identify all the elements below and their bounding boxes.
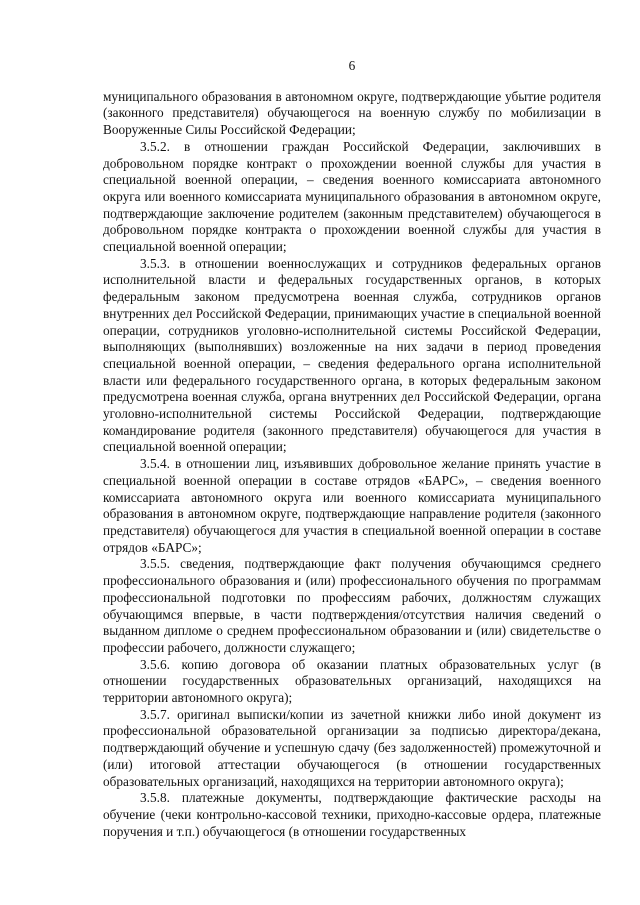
paragraph-3-5-4: 3.5.4. в отношении лиц, изъявивших добровольное желание принять участие в специальной военной операции в составе отрядов «БАРС», – сведения военного комиссариата автономного округа или военного комиссариата муниципального образования в автономном округе, подтверждающие направление родителя (законного представителя) обучающегося для участия в специальной военной операции в составе отрядов «БАРС»; xyxy=(103,456,601,555)
paragraph-3-5-2: 3.5.2. в отношении граждан Российской Федерации, заключивших в добровольном порядке контракт о прохождении военной службы для участия в специальной военной операции, – сведения военного комиссариата автономного округа или военного комиссариата муниципального образования в автономном округе, подтверждающие заключение родителем (законным представителем) обучающегося в добровольном порядке контракта о прохождении военной службы для участия в специальной военной операции; xyxy=(103,138,601,255)
paragraph-3-5-3: 3.5.3. в отношении военнослужащих и сотрудников федеральных органов исполнительной власти и федеральных государственных органов, в которых федеральным законом предусмотрена военная служба, сотрудников органов внутренних дел Российской Федерации, принимающих участие в специальной военной операции, сотрудников уголовно-исполнительной системы Российской Федерации, выполняющих (выполнявших) возложенные на них задачи в период проведения специальной военной операции, – сведения федерального органа исполнительной власти или федерального государственного органа, в которых федеральным законом предусмотрена военная служба, органа внутренних дел Российской Федерации, органа уголовно-исполнительной системы Российской Федерации, подтверждающие командирование родителя (законного представителя) обучающегося для участия в специальной военной операции; xyxy=(103,255,601,455)
page-number: 6 xyxy=(348,58,356,73)
paragraph-3-5-6: 3.5.6. копию договора об оказании платных образовательных услуг (в отношении государственных образовательных организаций, находящихся на территории автономного округа); xyxy=(103,656,601,706)
paragraph-3-5-7: 3.5.7. оригинал выписки/копии из зачетной книжки либо иной документ из профессиональной образовательной организации за подписью директора/декана, подтверждающий обучение и успешную сдачу (без задолженностей) промежуточной и (или) итоговой аттестации обучающегося (в отношении государственных образовательных организаций, находящихся на территории автономного округа); xyxy=(103,706,601,789)
paragraph-continuation: муниципального образования в автономном округе, подтверждающие убытие родителя (законного представителя) обучающегося на военную службу по мобилизации в Вооруженные Силы Российской Федерации; xyxy=(103,88,601,138)
paragraph-3-5-8: 3.5.8. платежные документы, подтверждающие фактические расходы на обучение (чеки контрольно-кассовой техники, приходно-кассовые ордера, платежные поручения и т.п.) обучающегося (в отношении государственных xyxy=(103,790,601,839)
paragraph-3-5-5: 3.5.5. сведения, подтверждающие факт получения обучающимся среднего профессионального образования и (или) профессионального обучения по программам профессиональной подготовки по профессиям рабочих, должностям служащих обучающимся впервые, в части подтверждения/отсутствия наличия сведений о выданном дипломе о среднем профессиональном образовании и (или) свидетельстве о профессии рабочего, должности служащего; xyxy=(103,556,601,655)
